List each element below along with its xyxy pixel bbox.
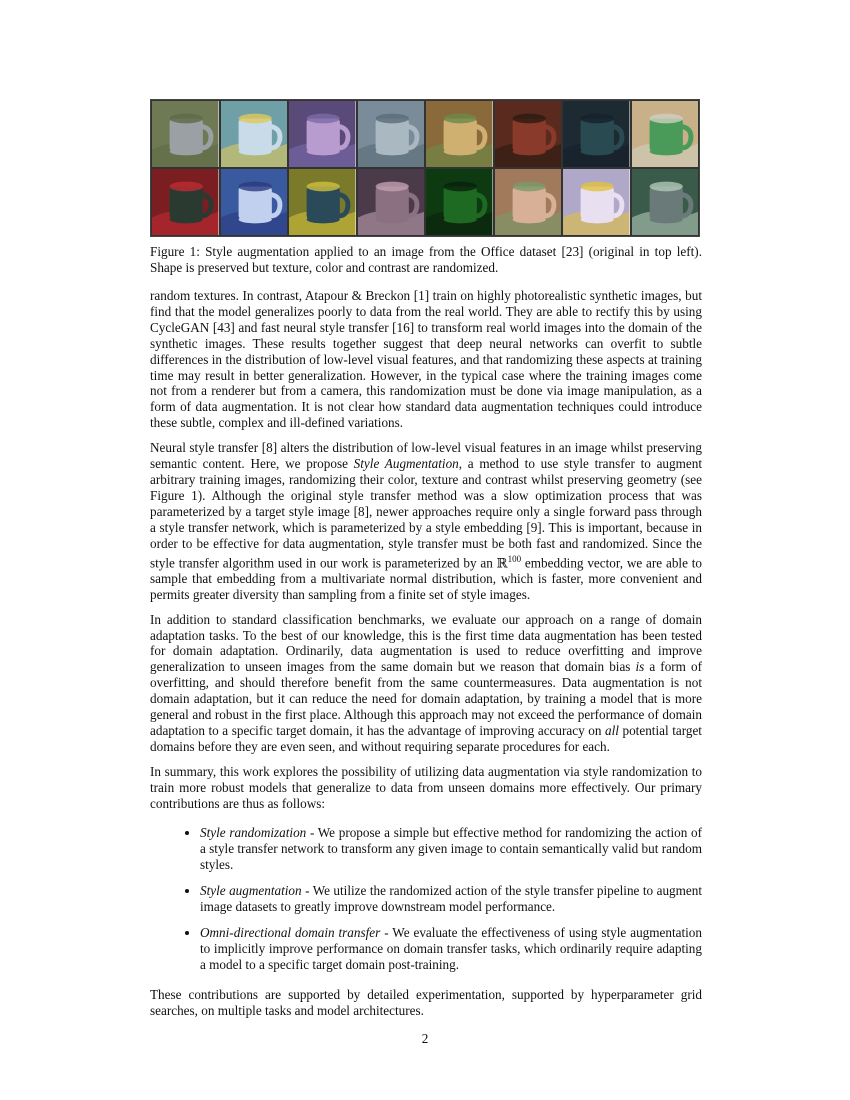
- mug-image-style-3: [357, 100, 426, 168]
- contributions-list: [150, 825, 702, 972]
- mug-image-style-5: [494, 100, 563, 168]
- mug-image-style-4: [425, 100, 494, 168]
- mug-image-style-2: [288, 100, 357, 168]
- mug-image-original: [151, 100, 220, 168]
- mug-image-style-14: [562, 168, 631, 236]
- paragraph-4: In summary, this work explores the possibility of utilizing data augmentation via style randomization to train more robust models that generalize to data from unseen domains more effectively. Our primary contributions are thus as follows:: [150, 763, 702, 811]
- mug-image-style-11: [357, 168, 426, 236]
- paragraph-3: In addition to standard classification benchmarks, we evaluate our approach on a range of domain adaptation tasks. To the best of our knowledge, this is the first time data augmentation has been tested for domain adaptation. Ordinarily, data augmentation is used to reduce overfitting and improve generalization to unseen images from the same domain but we reason that domain bias is a form of overfitting, and should therefore benefit from the same countermeasures. Data augmentation is not domain adaptation, but it can reduce the need for domain adaptation, by training a model that is more general and robust in the first place. Although this approach may not exceed the performance of domain adaptation to a specific target domain, it has the advantage of improving accuracy on all potential target domains before they are even seen, and without requiring separate procedures for each.: [150, 611, 702, 754]
- style-augmentation-term: Style Augmentation: [353, 456, 459, 472]
- mug-image-style-10: [288, 168, 357, 236]
- mug-image-style-12: [425, 168, 494, 236]
- paragraph-5: These contributions are supported by detailed experimentation, supported by hyperparameter grid searches, on multiple tasks and model architectures.: [150, 986, 702, 1018]
- mug-image-style-8: [151, 168, 220, 236]
- mug-image-style-7: [631, 100, 700, 168]
- figure-1-image-grid: [150, 99, 700, 237]
- real-space-symbol: ℝ: [496, 554, 508, 570]
- body-text: [150, 288, 702, 1028]
- mug-image-style-13: [494, 168, 563, 236]
- list-item: • Style randomization - We propose a simple but effective method for randomizing the action of a style transfer network to transform any given image to contain semantically valid but random styles.: [200, 825, 702, 873]
- list-item: • Style augmentation - We utilize the randomized action of the style transfer pipeline to augment image datasets to greatly improve downstream model performance.: [200, 883, 702, 915]
- mug-image-style-6: [562, 100, 631, 168]
- mug-image-style-9: [220, 168, 289, 236]
- list-item: • Omni-directional domain transfer - We evaluate the effectiveness of using style augmentation to implicitly improve performance on domain transfer tasks, which ordinarily require adapting a model to a specific target domain post-training.: [200, 925, 702, 973]
- paragraph-1: random textures. In contrast, Atapour & Breckon [1] train on highly photorealistic synthetic images, but find that the model generalizes poorly to data from the real world. They are able to rectify this by using CycleGAN [43] and fast neural style transfer [16] to transform real world images into the domain of the synthetic images. These results together suggest that deep neural networks can overfit to subtle differences in the distribution of low-level visual features, and that randomizing these aspects at training time may result in better generalization. However, in the typical case where the training images come not from a renderer but from a camera, this randomization must be done via image manipulation, as a form of data augmentation. It is not clear how standard data augmentation techniques could introduce these subtle, complex and ill-defined variations.: [150, 288, 702, 431]
- mug-image-style-1: [220, 100, 289, 168]
- page-number: 2: [421, 1031, 429, 1046]
- mug-image-style-15: [631, 168, 700, 236]
- figure-caption: Figure 1: Style augmentation applied to an image from the Office dataset [23] (original in top left). Shape is preserved but texture, color and contrast are randomized.: [150, 244, 702, 275]
- paragraph-2: Neural style transfer [8] alters the distribution of low-level visual features in an image whilst preserving semantic content. Here, we propose Style Augmentation, a method to use style transfer to augment arbitrary training images, randomizing their color, texture and contrast whilst preserving geometry (see Figure 1). Although the original style transfer method was a slow optimization process that was parameterized by a target style image [8], newer approaches require only a single forward pass through a style transfer network, which is parameterized by a style embedding [9]. This is important, because in order to be effective for data augmentation, style transfer must be both fast and randomized. Since the style transfer algorithm used in our work is parameterized by an ℝ$^{100}$ embedding vector, we are able to sample that embedding from a multivariate normal distribution, which is faster, more convenient and permits greater diversity than sampling from a finite set of style images.: [150, 440, 703, 602]
